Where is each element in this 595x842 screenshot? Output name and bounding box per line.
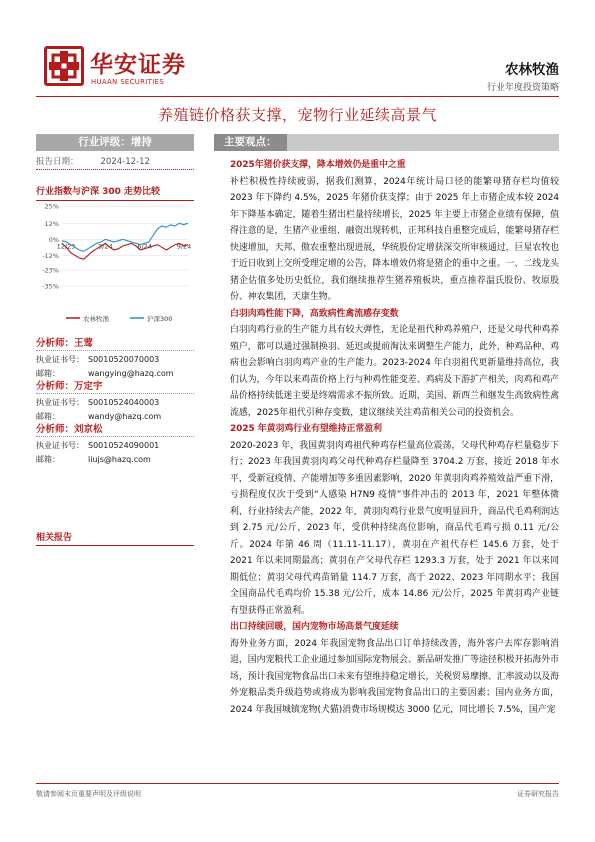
report-type: 行业年度投资策略 bbox=[486, 83, 559, 93]
email-label: 邮箱： bbox=[36, 455, 60, 464]
section-title-hog: 2025年猪价获支撑，降本增效仍是重中之重 bbox=[230, 160, 406, 170]
legend-label: 农林牧渔 bbox=[83, 315, 109, 323]
section-body-pet: 海外业务方面，2024 年我国宠物食品出口订单持续改善，海外客户去库存影响消退，国内宠粮代工企业通过参加国际宠物展会、新品研发推广等途径积极开拓海外市场，预计我国宠物食品出口未来有望维持稳定增长，关税贸易摩擦、汇率波动以及海外宠粮品类升级趋势或将成为影响我国宠物食品出口的主要因素；国内业务方面，2024 年我国城镇宠物(犬猫)消费市场规模达 3000 亿元，同比增长 7.5%，国产宠 bbox=[230, 638, 559, 715]
chart-title: 行业指数与沪深 300 走势比较 bbox=[36, 184, 194, 201]
header-divider bbox=[36, 96, 559, 97]
analyst-cert bbox=[36, 440, 194, 451]
footer-divider bbox=[36, 783, 559, 784]
section-body-broiler: 白羽肉鸡行业的生产能力具有较大弹性，无论是祖代种鸡养殖户，还是父母代种鸡养殖户，都可以通过强制换羽、延迟或提前淘汰来调整生产能力，此外，种鸡品种、鸡病也会影响白羽肉鸡产业的生产能力。2023-2024 年白羽祖代更新量维持高位，我们认为，今年以来鸡苗价格上行与种鸡性能变差、鸡病及下游扩产相关，肉鸡和鸡产品价格持续低迷主要是终端需求不振所致。近期，美国、新西兰和继发生高致病性禽流感，2025年祖代引种存变数，建议继续关注鸡苗相关公司的投资机会。 bbox=[230, 325, 559, 418]
email-address[interactable]: liujs@hazq.com bbox=[88, 455, 151, 464]
cert-number: S0010520070003 bbox=[88, 355, 160, 364]
cert-label: 执业证书号： bbox=[36, 355, 84, 364]
x-tick-label: 6/24 bbox=[137, 242, 152, 251]
y-tick-label: 0% bbox=[48, 235, 59, 244]
cert-number: S0010524090001 bbox=[88, 441, 160, 450]
analyst-block-1 bbox=[36, 335, 194, 379]
brand-name-cn: 华安证券 bbox=[90, 51, 186, 78]
analyst-block-3 bbox=[36, 421, 194, 465]
y-tick-label: -12% bbox=[42, 251, 59, 260]
y-tick-label: 12% bbox=[44, 219, 59, 228]
analyst-cert bbox=[36, 397, 194, 408]
report-date-label: 报告日期： bbox=[36, 157, 79, 167]
analyst-block-2 bbox=[36, 378, 194, 422]
x-tick-label: 9/24 bbox=[176, 242, 192, 251]
series-line bbox=[62, 223, 188, 251]
cert-label: 执业证书号： bbox=[36, 441, 84, 450]
email-address[interactable]: wangying@hazq.com bbox=[88, 369, 174, 378]
industry-rating: 行业评级：增持 bbox=[36, 134, 194, 151]
main-content bbox=[230, 157, 559, 718]
section-title-pet: 出口持续回暖，国内宠物市场高景气度延续 bbox=[230, 622, 399, 632]
y-tick-label: -35% bbox=[42, 282, 59, 291]
section-title-yellow-chicken: 2025 年黄羽鸡行业有望维持正常盈利 bbox=[230, 424, 383, 434]
y-tick-label: -23% bbox=[42, 266, 59, 275]
section-title-broiler: 白羽肉鸡性能下降，高致病性禽流感存变数 bbox=[230, 308, 399, 319]
y-tick-label: 25% bbox=[44, 202, 59, 211]
main-header-label: 主要观点： bbox=[214, 134, 287, 151]
email-address[interactable]: wandy@hazq.com bbox=[88, 412, 162, 421]
main-header-bar bbox=[214, 134, 559, 151]
analyst-name: 分析师：王莺 bbox=[36, 335, 194, 351]
x-tick-label: 3/24 bbox=[98, 242, 113, 251]
cert-label: 执业证书号： bbox=[36, 398, 84, 407]
brand-name-en: HUAAN SECURITIES bbox=[91, 78, 165, 86]
index-comparison-chart bbox=[36, 200, 194, 330]
section-body-yellow-chicken: 2020-2023 年，我国黄羽肉鸡祖代种鸡存栏量高位震荡，父母代种鸡存栏量稳步下行；2023 年我国黄羽肉鸡父母代种鸡存栏量降至 3704.2 万套，接近 2018 年水平，受新冠疫情、产能增加等多重因素影响，2020 年黄羽肉鸡养殖效益严重下滑，亏损程度仅次于受到“人感染 H7N9 疫情”事件冲击的 2013 年，2021 年整体微利，行业持续去产能，2022 年，黄羽肉鸡行业景气度明显回升，商品代毛鸡利润达到 2.75 元/公斤，2023 年，受供种持续高位影响，商品代毛鸡亏损 0.11 元/公斤。2024 年第 46 周（11.11-11.17），黄羽在产祖代存栏 145.6 万套，处于 2021 年以来同期最高；黄羽在产父母代存栏 1293.3 万套，处于 2021 年以来同期低位；黄羽父母代鸡苗销量 114.7 万套，高于 2022、2023 年同期水平；我国全国商品代毛鸡均价 15.38 元/公斤，成本 14.86 元/公斤，2025 年黄羽鸡产业链有望获得正常盈利。 bbox=[230, 440, 559, 616]
cert-number: S0010524040003 bbox=[88, 398, 160, 407]
report-title: 养殖链价格获支撑，宠物行业延续高景气 bbox=[157, 106, 437, 124]
email-label: 邮箱： bbox=[36, 412, 60, 421]
email-label: 邮箱： bbox=[36, 369, 60, 378]
analyst-cert bbox=[36, 354, 194, 365]
x-tick-label: 12/23 bbox=[56, 242, 76, 251]
logo-icon bbox=[44, 46, 84, 86]
footer-report-type: 证券研究报告 bbox=[517, 790, 559, 798]
analyst-name: 分析师：万定宇 bbox=[36, 378, 194, 394]
legend-label: 沪深300 bbox=[147, 315, 173, 323]
analyst-email bbox=[36, 454, 194, 465]
report-date bbox=[36, 155, 194, 170]
related-reports-heading: 相关报告 bbox=[36, 530, 194, 546]
footer-disclaimer: 敬请参阅末页重要声明及评级说明 bbox=[36, 790, 141, 798]
report-date-value: 2024-12-12 bbox=[100, 157, 150, 167]
analyst-name: 分析师：刘京松 bbox=[36, 421, 194, 437]
series-line bbox=[62, 243, 188, 259]
section-body-hog: 补栏积极性持续疲弱，据我们测算，2024年统计局口径的能繁母猪存栏均值较 2023 年下降约 4.5%，2025 年猪价获支撑；由于 2025 年上市猪企成本较 2024 年下降基本确定，随着生猪出栏量持续增长，2025 年主要上市猪企业绩有保障，值得注意的是，生猪产业重组、融资出现转机，正邦科技自重整完成后，能繁母猪存栏快速增加，天邦、傲农重整出现进展，华统股份定增获深交所审核通过，巨星农牧也于近日收到上交所受理定增的公告，降本增效仍将是猪企的重中之重。一、二线龙头猪企估值多处历史低位，我们继续推荐生猪养殖板块，重点推荐温氏股份、牧原股份、神农集团，天康生物。 bbox=[230, 176, 559, 302]
sector-label: 农林牧渔 bbox=[505, 62, 559, 78]
